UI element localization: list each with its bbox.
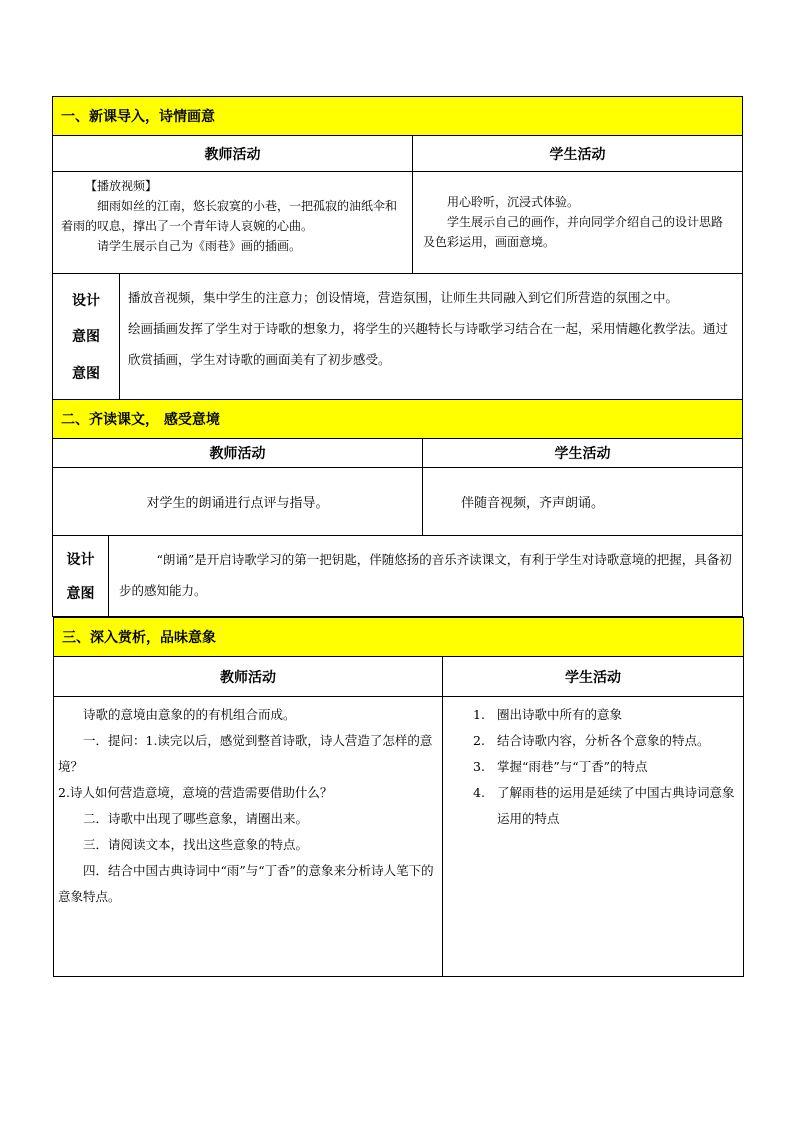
section-3-title: 三、深入赏析，品味意象 bbox=[54, 618, 743, 657]
teacher-activity-header: 教师活动 bbox=[54, 657, 443, 696]
list-item: 4. 了解雨巷的运用是延续了中国古典诗词意象运用的特点 bbox=[473, 785, 735, 826]
section-1 bbox=[52, 96, 743, 400]
student-line: 学生展示自己的画作，并向同学介绍自己的设计思路及色彩运用，画面意境。 bbox=[423, 215, 724, 249]
list-item: 3. 掌握“雨巷”与“丁香”的特点 bbox=[473, 759, 648, 774]
teacher-line: 四．结合中国古典诗词中“雨”与“丁香”的意象来分析诗人笔下的意象特点。 bbox=[58, 863, 434, 904]
teacher-activity-content: 对学生的朗诵进行点评与指导。 bbox=[53, 468, 423, 535]
teacher-activity-content bbox=[54, 697, 443, 976]
student-activity-header: 学生活动 bbox=[549, 146, 606, 163]
teacher-activity-header: 教师活动 bbox=[53, 136, 413, 171]
student-activity-header: 学生活动 bbox=[565, 669, 621, 686]
teacher-line: 请学生展示自己为《雨巷》画的插画。 bbox=[97, 239, 302, 253]
design-intent-content: “朗诵”是开启诗歌学习的第一把钥匙，伴随悠扬的音乐齐读课文，有利于学生对诗歌意境的把握，具备初步的感知能力。 bbox=[119, 552, 732, 598]
teacher-line: 【播放视频】 bbox=[85, 179, 158, 193]
teacher-line: 诗歌的意境由意象的的有机组合而成。 bbox=[83, 707, 296, 722]
teacher-line: 二．诗歌中出现了哪些意象，请圈出来。 bbox=[83, 811, 309, 826]
list-item: 2. 结合诗歌内容，分析各个意象的特点。 bbox=[473, 733, 710, 748]
section-3 bbox=[53, 617, 744, 977]
teacher-line: 一．提问：1.读完以后，感觉到整首诗歌，诗人营造了怎样的意境？ bbox=[58, 733, 433, 774]
teacher-line: 细雨如丝的江南，悠长寂寞的小巷，一把孤寂的油纸伞和着雨的叹息，撑出了一个青年诗人哀婉的心曲。 bbox=[61, 199, 398, 233]
student-line: 用心聆听，沉浸式体验。 bbox=[447, 195, 580, 209]
design-line: 播放音视频，集中学生的注意力；创设情境，营造氛围，让师生共同融入到它们所营造的氛围之中。 bbox=[128, 290, 679, 305]
list-item: 1. 圈出诗歌中所有的意象 bbox=[473, 707, 623, 722]
design-intent-label: 设计 意图 意图 bbox=[53, 274, 120, 399]
design-intent-content bbox=[120, 274, 742, 399]
teacher-activity-content bbox=[53, 172, 413, 273]
teacher-line: 三．请阅读文本，找出这些意象的特点。 bbox=[83, 837, 309, 852]
design-line: 绘画插画发挥了学生对于诗歌的想象力，将学生的兴趣特长与诗歌学习结合在一起，采用情趣化教学法。通过欣赏插画，学生对诗歌的画面美有了初步感受。 bbox=[128, 321, 729, 367]
section-2-title: 二、齐读课文， 感受意境 bbox=[53, 400, 742, 439]
student-activity-content bbox=[443, 697, 743, 976]
student-activity-content bbox=[413, 172, 742, 273]
section-1-title: 一、新课导入，诗情画意 bbox=[53, 97, 742, 136]
section-2 bbox=[52, 399, 743, 617]
student-activity-content: 伴随音视频，齐声朗诵。 bbox=[461, 496, 605, 511]
teacher-line: 2.诗人如何营造意境，意境的营造需要借助什么？ bbox=[58, 785, 333, 800]
teacher-activity-header: 教师活动 bbox=[53, 439, 423, 467]
design-intent-label: 设计 意图 bbox=[53, 536, 109, 616]
student-activity-header: 学生活动 bbox=[554, 446, 611, 462]
